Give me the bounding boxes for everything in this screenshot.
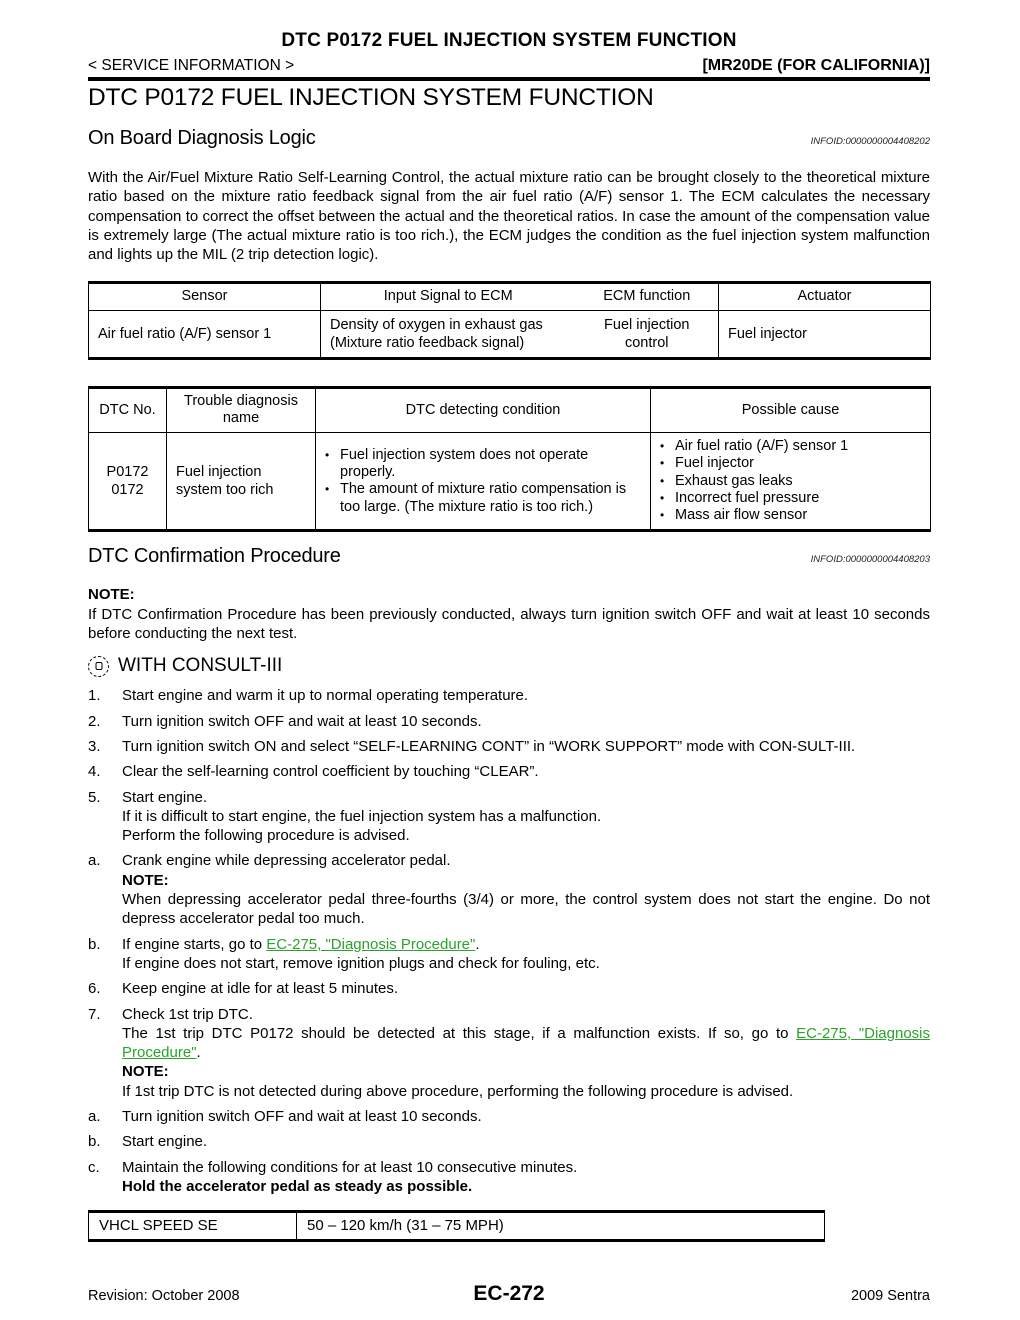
possible-cause-cell [651,432,931,530]
step-item [88,686,930,705]
dtc-table [88,386,931,532]
step-text: Crank engine while depressing accelerator pedal. [122,852,451,870]
step-text: Keep engine at idle for at least 5 minutes. [122,980,399,998]
step-item [88,1107,930,1126]
step-item [88,788,930,846]
step-item [88,979,930,998]
dtc-number: 0172 [111,482,144,499]
step-subtext: Perform the following procedure is advised. [122,827,410,845]
step-marker: b. [88,1133,101,1151]
step-marker: a. [88,1108,101,1125]
bullet-icon: • [325,447,330,462]
section-heading-confirmation: DTC Confirmation Procedure [88,545,341,568]
step-item [88,1005,930,1101]
bullet-text: Fuel injection system does not operate properly. [340,446,589,480]
header-cell: Input Signal to ECM [321,283,576,311]
bullet-text: Mass air flow sensor [675,507,808,524]
step-text: Clear the self-learning control coefficient by touching “CLEAR”. [122,763,539,781]
header-cell: DTC No. [89,387,167,432]
step-item [88,935,930,974]
conditions-table [88,1210,825,1242]
consult-heading-label: WITH CONSULT-III [118,655,283,677]
bullet-item [660,507,921,524]
note-label: NOTE: [122,871,169,889]
step-item [88,1158,930,1197]
step-text: Start engine. [122,1133,208,1151]
header-rule [88,77,930,81]
note-block [88,585,930,643]
step-marker: 3. [88,737,101,755]
note-label: NOTE: [122,1063,169,1081]
step-text: Turn ignition switch ON and select “SELF-LEARNING CONT” in “WORK SUPPORT” mode with CON-SULT-III. [122,737,856,755]
engine-model-label: [MR20DE (FOR CALIFORNIA)] [702,57,930,74]
bullet-icon: • [325,482,330,497]
step-subtext [122,1024,930,1063]
table-header-row [89,283,931,311]
step-marker: a. [88,852,101,870]
step-item [88,762,930,781]
bullet-icon: • [660,490,665,505]
table-cell: Fuel injector [719,310,931,358]
consult-square-glyph [95,662,102,670]
body-paragraph: With the Air/Fuel Mixture Ratio Self-Learning Control, the actual mixture ratio can be brought closely to the theoretical mixture ratio based on the mixture ratio feedback signal from the air fuel ratio (A/F) sensor 1. The ECM calculates the necessary compensation to correct the offset between the actual and the theoretical ratios. In case the amount of the compensation value is extremely large (The actual mixture ratio is too rich.), the ECM judges the condition as the fuel injection system malfunction and lights up the MIL (2 trip detection logic). [88,169,930,264]
condition-value-cell: 50 – 120 km/h (31 – 75 MPH) [297,1212,825,1241]
step-item [88,851,930,928]
condition-label-cell: VHCL SPEED SE [99,1217,218,1235]
table-row [89,1212,825,1241]
step-text [122,935,930,954]
header-cell: Trouble diagnosis name [167,387,316,432]
step-bold-text: Hold the accelerator pedal as steady as possible. [122,1177,473,1195]
with-consult-heading [88,655,930,677]
header-cell: Actuator [719,283,931,311]
sensor-actuator-table [88,281,931,360]
table-cell: Air fuel ratio (A/F) sensor 1 [98,325,272,342]
step-text-segment: . [196,1044,201,1062]
step-text: Turn ignition switch OFF and wait at least 10 seconds. [122,1108,482,1125]
page-footer [88,1282,930,1305]
step-marker: c. [88,1158,100,1176]
service-information-label: < SERVICE INFORMATION > [88,57,295,74]
table-row [89,310,931,358]
detecting-condition-cell [316,432,651,530]
footer-page-number: EC-272 [473,1282,545,1305]
bullet-text: Air fuel ratio (A/F) sensor 1 [675,437,849,454]
ec-275-diagnosis-procedure-link[interactable]: EC-275, "Diagnosis Procedure" [122,1024,930,1062]
bullet-item [660,473,921,490]
bullet-item [660,438,921,455]
bullet-icon: • [660,508,665,523]
step-item [88,712,930,731]
step-item [88,1132,930,1151]
page-title: DTC P0172 FUEL INJECTION SYSTEM FUNCTION [88,84,654,111]
infoid-label: INFOID:0000000004408202 [810,136,930,147]
table-cell: Fuel injection system too rich [167,432,316,530]
step-marker: 1. [88,687,101,705]
bullet-item [660,455,921,472]
header-cell: Possible cause [651,387,931,432]
bullet-item [325,481,641,516]
bullet-text: Incorrect fuel pressure [675,489,820,506]
dtc-number-cell [89,432,167,530]
footer-revision: Revision: October 2008 [88,1288,240,1304]
step-marker: 5. [88,788,101,806]
step-marker: 4. [88,763,101,781]
step-item [88,737,930,756]
step-text: Turn ignition switch OFF and wait at least 10 seconds. [122,712,482,730]
step-text: Check 1st trip DTC. [122,1005,253,1023]
bullet-icon: • [660,456,665,471]
bullet-item [325,447,641,482]
note-text: If DTC Confirmation Procedure has been previously conducted, always turn ignition switch OFF and wait at least 10 seconds before conducting the next test. [88,605,930,643]
step-text-segment: The 1st trip DTC P0172 should be detected at this stage, if a malfunction exists. If so, go to [122,1024,797,1042]
step-text: Maintain the following conditions for at least 10 consecutive minutes. [122,1158,578,1176]
bullet-text: The amount of mixture ratio compensation is too large. (The mixture ratio is too rich.) [340,481,627,515]
header-cell: ECM function [576,283,719,311]
step-marker: 6. [88,980,101,998]
note-text: If 1st trip DTC is not detected during above procedure, performing the following procedure is advised. [122,1082,794,1100]
table-cell: Fuel injection control [604,316,690,351]
step-text: Start engine and warm it up to normal operating temperature. [122,687,529,705]
running-title: DTC P0172 FUEL INJECTION SYSTEM FUNCTION [281,30,737,51]
step-text-segment: If engine starts, go to [122,935,267,953]
step-subtext: If engine does not start, remove ignition plugs and check for fouling, etc. [122,954,600,972]
section-heading-on-board: On Board Diagnosis Logic [88,127,316,149]
step-text: Start engine. [122,788,208,806]
step-marker: 7. [88,1005,101,1023]
header-cell: Sensor [89,283,321,311]
step-marker: 2. [88,712,101,730]
procedure-steps [88,686,930,1196]
table-row [89,432,931,530]
bullet-text: Exhaust gas leaks [675,472,793,489]
bullet-icon: • [660,473,665,488]
ec-275-diagnosis-procedure-link[interactable]: EC-275, "Diagnosis Procedure" [266,935,476,953]
step-subtext: If it is difficult to start engine, the fuel injection system has a malfunction. [122,807,602,825]
infoid-label: INFOID:0000000004408203 [810,554,930,566]
note-text: When depressing accelerator pedal three-fourths (3/4) or more, the control system does not start the engine. Do not depress accelerator pedal too much. [122,891,930,928]
note-label: NOTE: [88,586,135,604]
consult-iii-icon [88,656,109,677]
step-marker: b. [88,935,101,953]
bullet-text: Fuel injector [675,455,754,472]
table-cell: Density of oxygen in exhaust gas (Mixture ratio feedback signal) [321,310,576,358]
page-header [88,30,930,81]
header-cell: DTC detecting condition [316,387,651,432]
step-text-segment: . [475,935,480,953]
bullet-item [660,490,921,507]
dtc-number: P0172 [106,464,149,481]
bullet-icon: • [660,438,665,453]
footer-model: 2009 Sentra [850,1288,930,1304]
table-header-row [89,387,931,432]
